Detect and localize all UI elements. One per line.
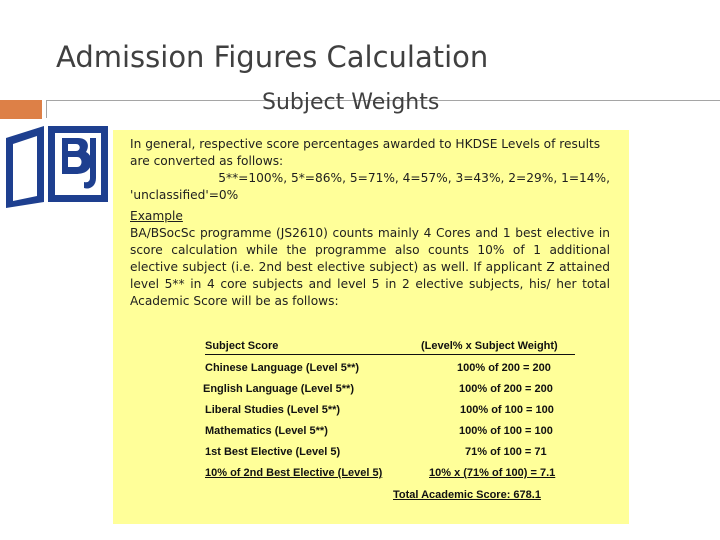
row-subject: Mathematics (Level 5**) bbox=[205, 425, 328, 437]
slide-title: Admission Figures Calculation bbox=[56, 40, 489, 74]
hkbu-logo-icon bbox=[4, 118, 114, 210]
row-subject: 10% of 2nd Best Elective (Level 5) bbox=[205, 467, 383, 479]
row-formula: 100% of 200 = 200 bbox=[459, 383, 553, 395]
total-score: Total Academic Score: 678.1 bbox=[393, 489, 541, 501]
row-formula: 100% of 100 = 100 bbox=[460, 404, 554, 416]
table-row bbox=[205, 383, 575, 397]
unclassified-text: 'unclassified'=0% bbox=[130, 188, 239, 202]
header-formula: (Level% x Subject Weight) bbox=[421, 340, 558, 352]
row-subject: Chinese Language (Level 5**) bbox=[205, 362, 360, 374]
example-label: Example bbox=[130, 209, 183, 223]
score-scale: 5**=100%, 5*=86%, 5=71%, 4=57%, 3=43%, 2=29%, 1=14%, bbox=[218, 171, 610, 185]
slide-subtitle: Subject Weights bbox=[262, 90, 440, 115]
example-paragraph bbox=[130, 208, 610, 310]
table-row bbox=[205, 404, 575, 418]
row-formula: 100% of 100 = 100 bbox=[459, 425, 553, 437]
intro-text: In general, respective score percentages awarded to HKDSE Levels of results are converted as follows: bbox=[130, 137, 601, 168]
example-text: BA/BSocSc programme (JS2610) counts mainly 4 Cores and 1 best elective in score calculation while the programme also counts 10% of 1 additional elective subject (i.e. 2nd best elective subject) as well. If applicant Z attained level 5** in 4 core subjects and level 5 in 2 elective subjects, his/ her total Academic Score will be as follows: bbox=[130, 226, 610, 308]
table-header bbox=[205, 340, 575, 355]
header-subject: Subject Score bbox=[205, 340, 279, 352]
row-subject: Liberal Studies (Level 5**) bbox=[205, 404, 341, 416]
accent-bar bbox=[0, 100, 42, 119]
conversion-paragraph bbox=[130, 136, 610, 204]
row-subject: 1st Best Elective (Level 5) bbox=[205, 446, 341, 458]
table-row bbox=[205, 446, 575, 460]
row-formula: 10% x (71% of 100) = 7.1 bbox=[429, 467, 556, 479]
total-row bbox=[205, 489, 575, 503]
table-row bbox=[205, 362, 575, 376]
row-subject: English Language (Level 5**) bbox=[203, 383, 354, 395]
table-row bbox=[205, 467, 575, 481]
content-panel bbox=[113, 130, 629, 524]
row-formula: 100% of 200 = 200 bbox=[457, 362, 551, 374]
row-formula: 71% of 100 = 71 bbox=[465, 446, 547, 458]
table-row bbox=[205, 425, 575, 439]
